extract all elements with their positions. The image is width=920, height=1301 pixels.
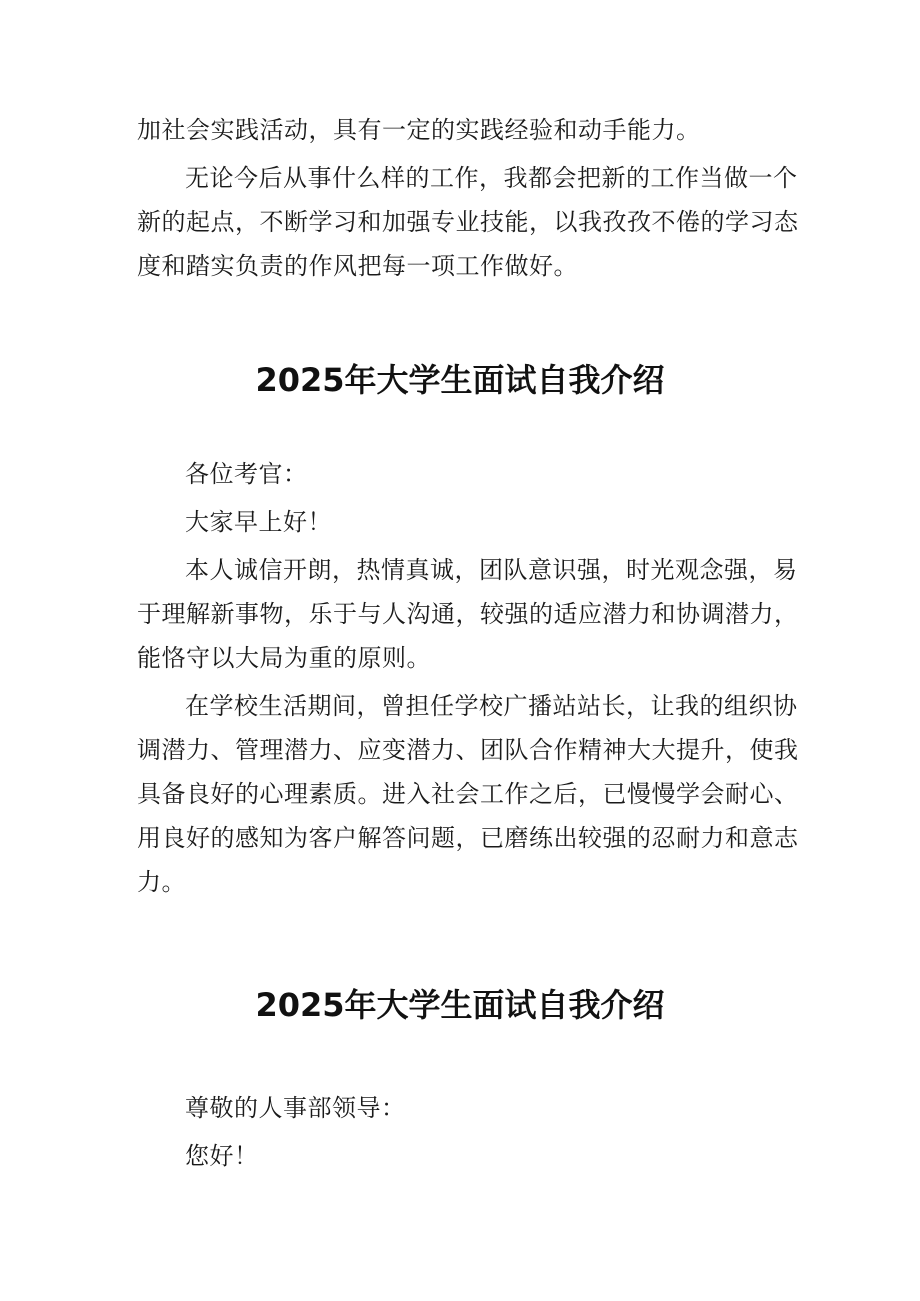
paragraph-school-experience: 在学校生活期间，曾担任学校广播站站长，让我的组织协调潜力、管理潜力、应变潜力、团队合作精神大大提升，使我具备良好的心理素质。进入社会工作之后，已慢慢学会耐心、用良好的感知为客户解答问题，已磨练出较强的忍耐力和意志力。 (137, 692, 799, 896)
paragraph-personality: 本人诚信开朗，热情真诚，团队意识强，时光观念强，易于理解新事物，乐于与人沟通，较强的适应潜力和协调潜力，能恪守以大局为重的原则。 (137, 556, 799, 672)
section-title-2: 2025年大学生面试自我介绍 (255, 986, 665, 1024)
greeting-examiners: 各位考官： (185, 460, 308, 488)
paragraph-closing: 无论今后从事什么样的工作，我都会把新的工作当做一个新的起点，不断学习和加强专业技能，以我孜孜不倦的学习态度和踏实负责的作风把每一项工作做好。 (137, 164, 799, 280)
section-body-2 (137, 1086, 799, 1178)
greeting-hello: 您好！ (185, 1142, 259, 1170)
section-title-1: 2025年大学生面试自我介绍 (255, 361, 665, 399)
paragraph-continued: 加社会实践活动，具有一定的实践经验和动手能力。 (137, 116, 701, 144)
continued-section (137, 108, 799, 288)
greeting-morning: 大家早上好！ (185, 508, 332, 536)
section-body-1 (137, 452, 799, 904)
greeting-hr: 尊敬的人事部领导： (185, 1094, 406, 1122)
